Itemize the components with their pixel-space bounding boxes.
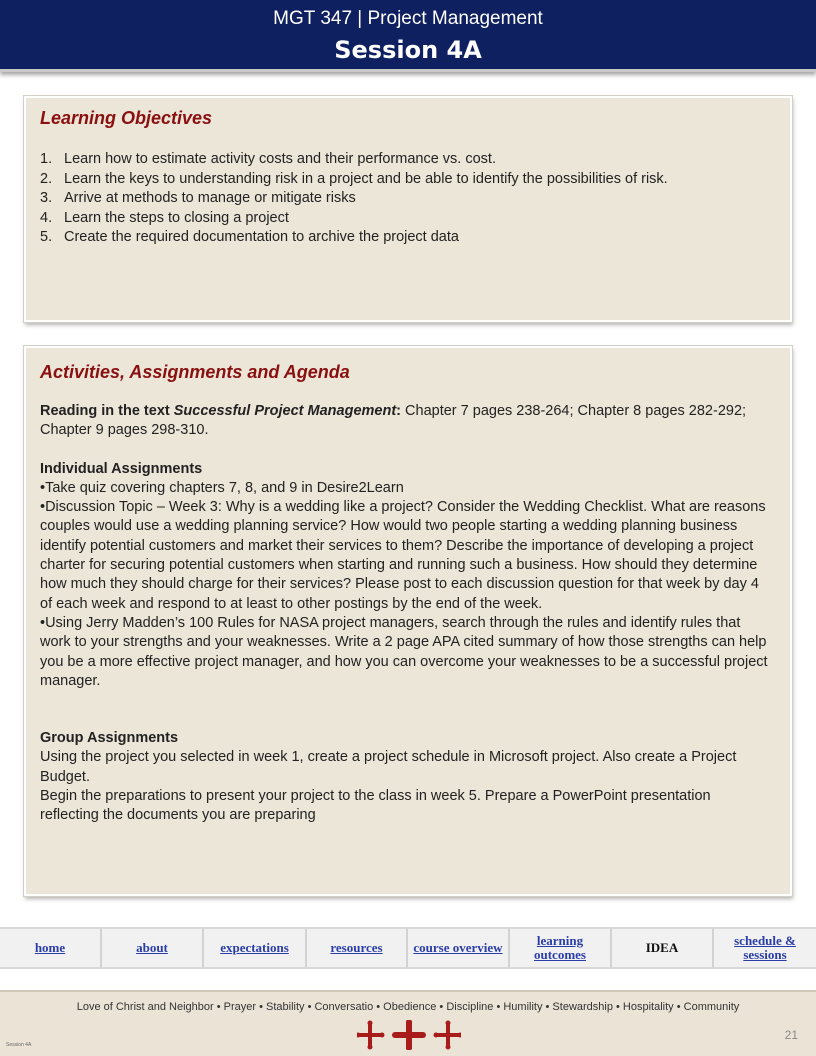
page-header bbox=[0, 0, 816, 72]
nav-tab-idea: IDEA bbox=[612, 929, 714, 967]
cross-icon bbox=[434, 1021, 462, 1050]
objective-item: 1. Learn how to estimate activity costs and their performance vs. cost. bbox=[40, 151, 496, 167]
slide-label: Session 4A bbox=[6, 1042, 32, 1048]
course-title: MGT 347 | Project Management bbox=[273, 8, 543, 29]
nav-bar bbox=[0, 927, 816, 969]
group-item: Using the project you selected in week 1, create a project schedule in Microsoft project. Also create a Project Budget. bbox=[40, 749, 737, 785]
nav-tab-resources[interactable]: resources bbox=[307, 929, 408, 967]
nav-tab-course-overview[interactable]: course overview bbox=[408, 929, 510, 967]
nav-tab-home[interactable]: home bbox=[0, 929, 102, 967]
objective-item: 3. Arrive at methods to manage or mitigate risks bbox=[40, 190, 356, 206]
page-number: 21 bbox=[784, 1028, 798, 1042]
individual-assignments-heading: Individual Assignments bbox=[40, 460, 203, 477]
nav-tab-learning-outcomes[interactable]: learning outcomes bbox=[510, 929, 612, 967]
nav-tab-schedule-sessions[interactable]: schedule & sessions bbox=[734, 933, 796, 962]
group-item: Begin the preparations to present your project to the class in week 5. Prepare a PowerPoint presentation reflecting the documents you are preparing bbox=[40, 788, 711, 824]
reading-paragraph: Reading in the text Successful Project Management: Chapter 7 pages 238-264; Chapter 8 pages 282-292; Chapter 9 pages 298-310. bbox=[40, 403, 747, 439]
individual-item: •Take quiz covering chapters 7, 8, and 9 in Desire2Learn bbox=[40, 479, 404, 496]
learning-objectives-panel bbox=[24, 96, 792, 322]
learning-objectives-heading: Learning Objectives bbox=[40, 108, 213, 128]
objectives-list bbox=[40, 150, 780, 248]
agenda-body bbox=[40, 402, 770, 826]
group-assignments-heading: Group Assignments bbox=[40, 730, 179, 747]
values-line: Love of Christ and Neighbor • Prayer • Stability • Conversatio • Obedience • Discipline • Humility • Stewardship • Hospitality • Community bbox=[76, 1001, 740, 1013]
session-title: Session 4A bbox=[334, 36, 482, 64]
individual-item: •Using Jerry Madden’s 100 Rules for NASA project managers, search through the rules and identify rules that work to your strengths and your weaknesses. Write a 2 page APA cited summary of how those strengths can help you be a more effective project manager, and how you can overcome your weaknesses to be a successful project manager. bbox=[40, 614, 768, 689]
individual-item: •Discussion Topic – Week 3: Why is a wedding like a project? Consider the Wedding Checklist. What are reasons couples would use a wedding planning service? How would two people starting a wedding planning business identify potential customers and market their services to them? Describe the importance of developing a project charter for securing potential customers when starting and running such a business. How should they determine how much they should charge for their services? Please post to each discussion question for that week by day 4 of each week and respond to at least to other postings by the end of the week. bbox=[40, 499, 766, 612]
nav-tab-about[interactable]: about bbox=[102, 929, 204, 967]
cross-icon bbox=[392, 1020, 426, 1050]
activities-panel bbox=[24, 346, 792, 896]
objective-item: 4. Learn the steps to closing a project bbox=[40, 209, 289, 226]
page-footer bbox=[0, 990, 816, 1056]
cross-icon bbox=[357, 1021, 385, 1050]
activities-heading: Activities, Assignments and Agenda bbox=[40, 362, 350, 382]
objective-item: 2. Learn the keys to understanding risk in a project and be able to identify the possibilities of risk. bbox=[40, 170, 668, 187]
objective-item: 5. Create the required documentation to archive the project data bbox=[40, 229, 459, 245]
crosses-emblem bbox=[357, 1020, 461, 1050]
nav-tab-expectations[interactable]: expectations bbox=[204, 929, 307, 967]
